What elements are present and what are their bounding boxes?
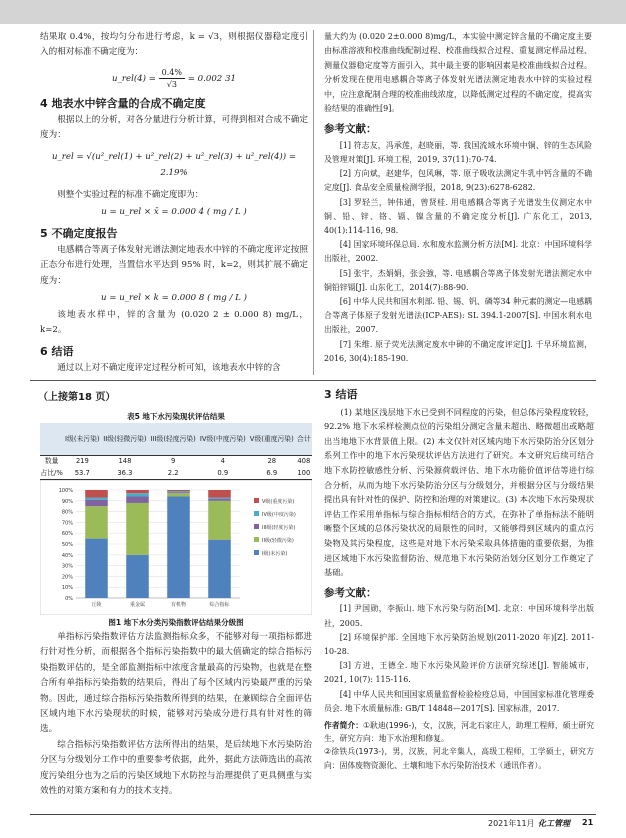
y-tick-label: 10% [61,585,73,592]
table-header-cell: II级(轻微污染) [101,423,148,456]
table-row [40,468,312,480]
table-header-cell: IV级(中度污染) [198,423,248,456]
reference-item: [5] 张宇，杰娟娟，张会強，等. 电感耦合等离子体发射光谱法测定水中铜铅锌镉[J]. 山东化工，2014(7):88-90. [324,268,592,292]
legend-label: I级(未污染) [262,551,288,557]
table-cell: 408 [296,456,312,468]
reference-item: [6] 中华人民共和国水利部. 铅、锡、钒、磷等34 种元素的测定—电感耦合等离子体原子发射光谱法(ICP-AES): SL 394.1-2007[S]. 中国水利水电出版社，2007. [324,297,592,335]
header-band [0,0,626,24]
table-cell: 53.7 [63,468,101,480]
table-cell: 数量 [40,456,63,468]
table-header-cell [40,423,63,456]
y-tick-label: 40% [61,552,73,559]
chart-bar [208,490,231,498]
reference-item: [4] 国家环境环保总局. 水和废水监测分析方法[M]. 北京：中国环境科学出版社，2002. [324,240,592,264]
references-list [324,139,592,366]
reference-item: [7] 朱维. 原子荧光法测定废水中砷的不确定度评定[J]. 千早环境监测，2016, 30(4):185-190. [324,339,592,363]
y-tick-label: 70% [61,520,73,527]
legend-swatch [254,498,259,503]
chart-bar [167,496,190,598]
figure-caption: 图1 地下水分类污染指数评估结果分级图 [108,618,244,627]
table-cell: 148 [101,456,148,468]
paragraph: 综合指标污染指数评估方法所得出的结果，是后续地下水污染防治分区与分级划分工作中的重要参考依据，此外，据此方法筛选出的高浓度污染组分也为之后的污染区域地下水防控与治理提供了更具侧重与实效性的对策方案和有力的技术支持。 [40,739,312,797]
chart-bar [85,539,108,598]
paragraph: 通过以上对不确定度评定过程分析可知，该地表水中锌的含 [57,363,281,374]
table-header-cell: I级(未污染) [63,423,101,456]
table-cell: 占比/% [40,468,63,480]
x-tick-label: 重金属 [129,602,146,608]
section-heading-3: 3 结语 [324,388,358,401]
paragraph: 单指标污染指数评估方法监测指标众多，不能够对每一项指标都进行针对性分析，而根据各个指标污染指数中的最大值确定的综合指标污染指数评估的，是全部监测指标中浓度含量最高的污染物，也就是在整合所有单指标污染指数的结果后，得出了每个区域内污染最严重的污染物。因此，通过综合指标污染指数所得到的结果，在兼顾综合全面评估区域内地下水污染现状的时候，能够对污染成分进行具有针对性的筛选。 [40,632,312,735]
section-heading-4: 4 地表水中锌含量的合成不确定度 [40,96,206,110]
paragraph: 则整个实验过程的标准不确定度即为： [57,190,204,201]
formula-urel4: u_rel(4) = $\frac{0.4\%}{√3}$ = 0.002 31 [112,67,236,89]
left-top-column [40,30,308,376]
chart-bar [85,500,108,506]
bottom-left-text [40,630,312,799]
section-divider [30,380,596,381]
reference-item: [1] 尹国勋，李振山. 地下水污染与防治[M]. 北京：中国环境科学出版社，2005. [324,604,594,628]
chart-bar [85,506,108,538]
chart-bar [85,490,108,498]
footer-date: 2021年11月 [488,819,535,828]
table-cell: 0.9 [198,468,248,480]
reference-item: [2] 方向斌，赵建华，包风琳，等. 原子吸收法测定牛乳中钙含量的不确定度[J]. 食品安全质量检测学报，2018, 9(23):6278-6282. [324,169,592,193]
chart-bar [126,503,149,555]
table-header-cell: V级(重度污染) [248,423,296,456]
continued-label: （上接第18 页） [38,392,116,403]
chart-bar [126,496,149,502]
y-tick-label: 80% [61,509,73,516]
x-tick-label: 有机物 [170,602,187,608]
paragraph: 根据以上的分析，对各分量进行分析计算，可得到相对合成不确定度为： [40,114,308,141]
table-cell: 6.9 [248,468,296,480]
chart-bar [208,501,231,540]
chart-bar [126,555,149,598]
table-cell: 9 [149,456,198,468]
formula-expanded: u = u_rel × k = 0.000 8 ( mg / L ) [101,292,247,303]
legend-label: V级(重度污染) [262,499,295,505]
table-cell: 4 [198,456,248,468]
reference-item: [3] 方进，王德全. 地下水污染风险评价方法研究综述[J]. 智能城市，2021, 10(7): 115-116. [324,661,594,685]
formula-u: u = u_rel × x̄ = 0.000 4 ( mg / L ) [101,207,247,218]
y-tick-label: 60% [61,531,73,538]
chart-bar [167,492,190,493]
legend-label: III级(轻度污染) [262,525,296,531]
table-cell: 100 [296,468,312,480]
references-list [324,602,594,716]
y-tick-label: 50% [61,542,73,548]
section-heading-5: 5 不确定度报告 [40,226,118,240]
references-heading: 参考文献： [324,586,377,599]
table-header-cell: III级(轻度污染) [149,423,198,456]
pollution-table [40,423,312,480]
paragraph: (1) 某地区浅层地下水已受到不同程度的污染，但总体污染程度较轻，92.2% 地下水采样检测点位的污染组分测定含量未超出、略微超出或略超出当地地下水背景值上限。(2) 本文仅针对区域内地下水污染防治分区划分系列工作中的地下水污染现状评估方法进行了研究。本文研究后续可结合地下水防控敏感性分析、污染源荷载评估、地下水功能价值评估等进行综合分析，从而为地下水污染防治分区与分级划分，并根据分区与分级结果提出具有针对性的保护、防控和治理的对策建议。(3) 本次地下水污染现状评估工作采用单指标与综合指标相结合的方式，在弥补了单指标法不能明晰整个区域的总体污染状况的局限性的同时，又能够得到区域内的重点污染物及其污染程度，这些是对地下水污染采取具体措施的重要依据，为推进区域地下水污染监督防治、规范地下水污染防治划分区划分工作奠定了基础。 [324,406,594,578]
legend-label: IV级(中度污染) [262,512,296,518]
chart-bar [167,490,190,491]
y-tick-label: 20% [61,574,73,581]
bottom-right-column [324,388,594,772]
column-divider [313,30,314,375]
chart-bar [208,540,231,598]
legend-label: II级(轻微污染) [262,538,294,544]
table-cell: 219 [63,456,101,468]
section-heading-6: 6 结语 [40,344,74,358]
table-cell: 2.2 [149,468,198,480]
paragraph: 该地表水样中，锌的含量为 (0.020 2 ± 0.000 8) mg/L，k=2。 [40,310,308,336]
author-info: 作者简介：①耿迪(1996-)，女，汉族，河北石家庄人，助理工程师，硕士研究生，研究方向：地下水治理和修复。 ②徐铁兵(1973-)，男，汉族，河北辛集人，高级工程师，工学硕士，研究方向：固体废物资源化、土壤和地下水污染防治技术（通讯作者）。 [324,720,594,770]
reference-item: [2] 环境保护部. 全国地下水污染防治规划(2011-2020 年)[Z]. 2011-10-28. [324,632,594,656]
legend-swatch [254,537,259,542]
table-header-row [40,423,312,456]
legend-swatch [254,511,259,516]
y-tick-label: 30% [61,563,73,570]
y-tick-label: 90% [61,498,73,505]
legend-swatch [254,524,259,529]
y-tick-label: 100% [58,488,73,494]
table-header-cell: 合计 [296,423,312,456]
intro-paragraph: 结果取 0.4%，按均匀分布进行考虑，k = √3，则根据仪器稳定度引入的相对标准不确定度为： [40,32,308,58]
chart-bar [85,498,108,500]
reference-item: [1] 符志友，冯承莲，赵晓丽，等. 我国流域水环境中铜、锌的生态风险及管理对策[J]. 环境工程，2019, 37(11):70-74. [324,140,592,165]
chart-bar [208,498,231,499]
y-tick-label: 0% [65,596,73,602]
reference-item: [3] 罗轻兰，钟伟通，曾贤桂. 用电感耦合等离子光谱发生仪测定水中铜、铅、锌、铬、镉、镍含量的不确定度分析[J]. 广东化工，2013, 40(1):114-116, 98. [324,197,592,236]
paragraph: 电感耦合等离子体发射光谱法测定地表水中锌的不确定度评定按照正态分布进行处理，当置信水平达到 95% 时，k=2，则其扩展不确定度为： [40,244,308,286]
chart-bar [208,499,231,501]
table-row [40,456,312,468]
footer-page-number: 21 [582,818,594,827]
paragraph: 量大约为 (0.020 2±0.000 8)mg/L，本实验中测定锌含量的不确定度主要由标准溶液和校准曲线配制过程、校准曲线拟合过程、重复测定样品过程、测量仪器稳定度等方面引入，其中最主要的影响因素是校准曲线拟合过程。分析发现在使用电感耦合等离子体发射光谱法测定地表水中锌的实验过程中，应注意配制合理的校准曲线浓度，以降低测定过程的不确定度，提高实验结果的准确性[9]。 [324,32,592,114]
chart-bar [126,490,149,493]
x-tick-label: 综合指标 [209,602,230,608]
right-top-column [324,30,592,366]
reference-item: [4] 中华人民共和国国家质量监督检验检疫总局，中国国家标准化管理委员会. 地下水质量标准: GB/T 14848—2017[S]. 国家标准，2017. [324,689,594,713]
legend-swatch [254,550,259,555]
table-cell: 28 [248,456,296,468]
stacked-bar-chart [40,480,312,615]
table-title: 表5 地下水污染现状评估结果 [127,412,225,421]
footer-journal: 化工管理 [538,819,570,828]
references-heading: 参考文献： [324,123,377,136]
footer-rule [30,814,596,815]
fraction: $\frac{0.4\%}{√3}$ [159,67,185,90]
chart-bar [126,493,149,496]
chart-bar [167,491,190,492]
formula-urel: u_rel = √(u²_rel(1) + u²_rel(2) + u²_rel(3) + u²_rel(4)) = 2.19% [51,152,297,178]
chart-bar [167,493,190,496]
table-cell: 36.3 [101,468,148,480]
x-tick-label: 丘陵 [91,602,102,608]
